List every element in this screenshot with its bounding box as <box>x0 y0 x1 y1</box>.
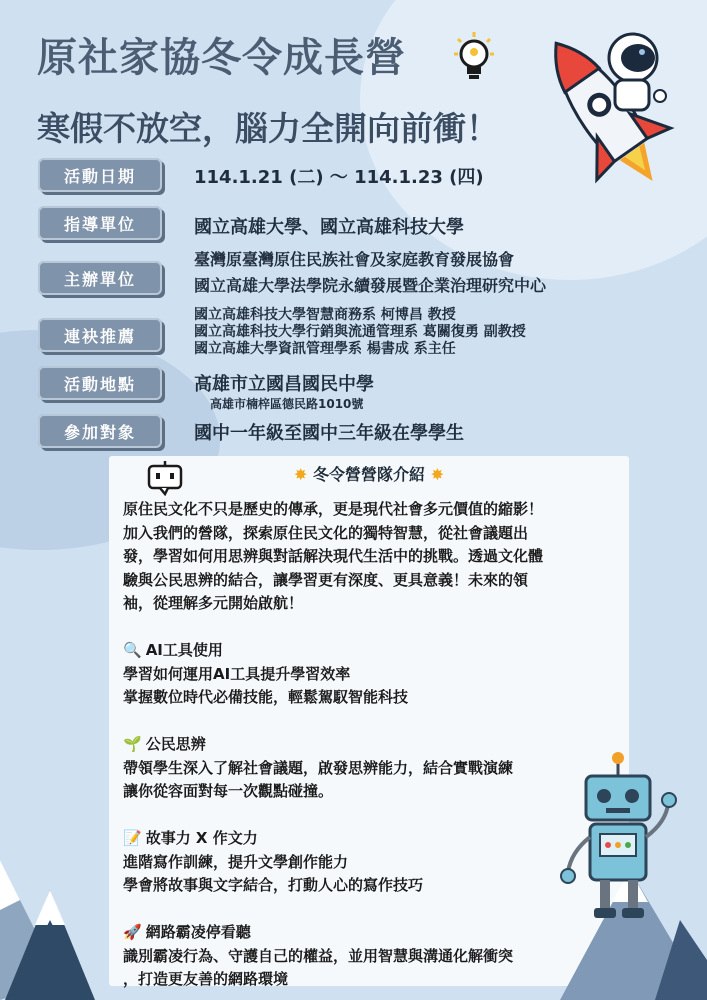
card-body <box>123 498 613 992</box>
intro-card <box>109 456 629 986</box>
venue-value: 高雄市立國昌國民中學 <box>194 374 374 395</box>
intro-line: 原住民文化不只是歷史的傳承，更是現代社會多元價值的縮影！ <box>123 500 544 518</box>
recommend-value <box>194 307 526 358</box>
recommend-label: 連袂推薦 <box>38 318 162 352</box>
section-line: 學會將故事與文字結合，打動人心的寫作技巧 <box>123 876 424 894</box>
card-heading-text: 冬令營營隊介紹 <box>312 465 425 484</box>
section-title-text: AI工具使用 <box>145 641 223 659</box>
intro-line: 袖，從理解多元開始啟航！ <box>123 594 304 612</box>
venue-label: 活動地點 <box>38 366 162 400</box>
guide-value: 國立高雄大學、國立高雄科技大學 <box>194 217 464 238</box>
intro-line: 加入我們的營隊，探索原住民文化的獨特智慧，從社會議題出 <box>123 523 529 542</box>
section-title-ai <box>123 639 613 663</box>
recommend-line-3: 國立高雄大學資訊管理學系 楊書成 系主任 <box>194 341 456 357</box>
host-label: 主辦單位 <box>38 261 162 295</box>
lightbulb-icon <box>446 30 502 86</box>
page-title: 原社家協冬令成長營 <box>37 35 406 81</box>
section-title-text: 網路霸凌停看聽 <box>145 923 251 941</box>
rocket-icon: 🚀 <box>123 923 142 941</box>
sun-icon-left: ✸ <box>294 465 308 484</box>
section-line: 讓你從容面對每一次觀點碰撞。 <box>123 782 334 800</box>
robot-illustration <box>556 752 686 922</box>
section-line: 帶領學生深入了解社會議題，啟發思辨能力，結合實戰演練 <box>123 758 514 777</box>
memo-icon: 📝 <box>123 829 142 847</box>
card-heading <box>109 462 629 485</box>
page-subtitle: 寒假不放空，腦力全開向前衝！ <box>37 109 499 148</box>
target-label: 參加對象 <box>38 414 162 448</box>
date-label: 活動日期 <box>38 158 162 192</box>
snow-mountains-left <box>0 820 120 1000</box>
section-title-writing <box>123 827 613 851</box>
recommend-line-1: 國立高雄科技大學智慧商務系 柯博昌 教授 <box>194 307 456 323</box>
guide-label: 指導單位 <box>38 206 162 240</box>
section-line: ，打造更友善的網路環境 <box>123 970 289 988</box>
host-line-2: 國立高雄大學法學院永續發展暨企業治理研究中心 <box>194 276 547 295</box>
section-line: 識別霸凌行為、守護自己的權益，並用智慧與溝通化解衝突 <box>123 946 514 965</box>
section-line: 掌握數位時代必備技能，輕鬆駕馭智能科技 <box>123 688 409 706</box>
section-title-bullying <box>123 921 613 945</box>
host-line-1: 臺灣原臺灣原住民族社會及家庭教育發展協會 <box>194 250 515 269</box>
host-value <box>194 248 546 297</box>
date-value: 114.1.21 (二) ～ 114.1.23 (四) <box>194 167 484 188</box>
target-value: 國中一年級至國中三年級在學學生 <box>194 423 464 444</box>
venue-address: 高雄市楠梓區德民路1010號 <box>210 397 364 411</box>
sun-icon-right: ✸ <box>430 465 444 484</box>
section-title-civic <box>123 733 613 757</box>
section-title-text: 公民思辨 <box>145 735 206 753</box>
intro-line: 驗與公民思辨的結合，讓學習更有深度、更具意義！未來的領 <box>123 570 529 589</box>
intro-line: 發，學習如何用思辨與對話解決現代生活中的挑戰。透過文化體 <box>123 547 544 565</box>
astronaut-rocket-illustration <box>530 18 680 198</box>
section-line: 學習如何運用AI工具提升學習效率 <box>123 664 351 683</box>
section-title-text: 故事力 X 作文力 <box>145 829 258 847</box>
recommend-line-2: 國立高雄科技大學行銷與流通管理系 葛關復勇 副教授 <box>194 324 526 340</box>
seedling-icon: 🌱 <box>123 735 142 753</box>
magnifier-icon: 🔍 <box>123 641 142 659</box>
section-line: 進階寫作訓練，提升文學創作能力 <box>123 852 349 871</box>
